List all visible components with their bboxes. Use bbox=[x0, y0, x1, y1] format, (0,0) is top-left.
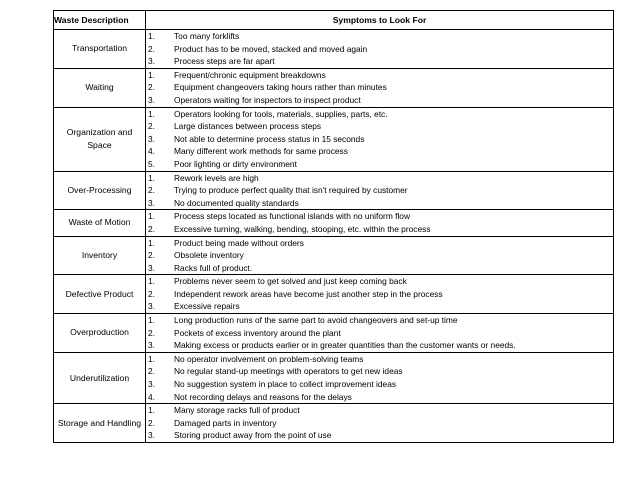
table-row bbox=[54, 404, 614, 443]
item-number: 1. bbox=[148, 69, 155, 80]
symptom-text: No suggestion system in place to collect improvement ideas bbox=[174, 379, 397, 390]
symptom-text: No documented quality standards bbox=[174, 197, 299, 208]
list-item bbox=[146, 172, 613, 185]
item-number: 2. bbox=[148, 43, 155, 54]
symptoms-cell bbox=[146, 107, 614, 171]
symptoms-cell bbox=[146, 171, 614, 210]
symptom-text: Problems never seem to get solved and just keep coming back bbox=[174, 276, 407, 287]
item-number: 1. bbox=[148, 172, 155, 183]
waste-symptoms-table bbox=[53, 10, 614, 443]
item-number: 3. bbox=[148, 379, 155, 390]
symptoms-cell bbox=[146, 275, 614, 314]
symptom-text: Independent rework areas have become just another step in the process bbox=[174, 288, 443, 299]
list-item bbox=[146, 43, 613, 56]
list-item bbox=[146, 133, 613, 146]
list-item bbox=[146, 404, 613, 417]
symptom-text: Frequent/chronic equipment breakdowns bbox=[174, 69, 326, 80]
list-item bbox=[146, 210, 613, 223]
list-item bbox=[146, 108, 613, 121]
table-row bbox=[54, 210, 614, 236]
symptom-text: No operator involvement on problem-solving teams bbox=[174, 353, 364, 364]
symptom-text: Damaged parts in inventory bbox=[174, 417, 277, 428]
item-number: 2. bbox=[148, 121, 155, 132]
item-number: 3. bbox=[148, 133, 155, 144]
waste-description-header: Waste Description bbox=[54, 11, 146, 30]
waste-category: Overproduction bbox=[54, 314, 146, 353]
table-row bbox=[54, 171, 614, 210]
table-body bbox=[54, 30, 614, 443]
symptom-text: Many different work methods for same process bbox=[174, 146, 348, 157]
symptom-list bbox=[146, 353, 613, 403]
item-number: 1. bbox=[148, 405, 155, 416]
symptoms-cell bbox=[146, 314, 614, 353]
symptom-text: Excessive turning, walking, bending, stooping, etc. within the process bbox=[174, 223, 431, 234]
item-number: 3. bbox=[148, 56, 155, 67]
list-item bbox=[146, 391, 613, 404]
list-item bbox=[146, 30, 613, 43]
table-row bbox=[54, 314, 614, 353]
symptom-text: Trying to produce perfect quality that isn't required by customer bbox=[174, 185, 408, 196]
item-number: 3. bbox=[148, 94, 155, 105]
list-item bbox=[146, 353, 613, 366]
symptoms-header: Symptoms to Look For bbox=[146, 11, 614, 30]
waste-category: Transportation bbox=[54, 30, 146, 69]
symptom-text: Product being made without orders bbox=[174, 237, 304, 248]
list-item bbox=[146, 237, 613, 250]
symptom-list bbox=[146, 69, 613, 107]
list-item bbox=[146, 69, 613, 82]
symptom-text: Obsolete inventory bbox=[174, 250, 244, 261]
symptom-list bbox=[146, 108, 613, 171]
symptom-text: Process steps are far apart bbox=[174, 56, 275, 67]
symptom-text: Many storage racks full of product bbox=[174, 405, 300, 416]
symptom-list bbox=[146, 404, 613, 442]
symptom-text: Equipment changeovers taking hours rather than minutes bbox=[174, 82, 387, 93]
waste-category: Defective Product bbox=[54, 275, 146, 314]
symptoms-cell bbox=[146, 30, 614, 69]
list-item bbox=[146, 300, 613, 313]
list-item bbox=[146, 314, 613, 327]
list-item bbox=[146, 288, 613, 301]
symptom-list bbox=[146, 237, 613, 275]
item-number: 1. bbox=[148, 211, 155, 222]
table-row bbox=[54, 352, 614, 403]
item-number: 2. bbox=[148, 366, 155, 377]
waste-category: Underutilization bbox=[54, 352, 146, 403]
symptoms-cell bbox=[146, 68, 614, 107]
item-number: 3. bbox=[148, 340, 155, 351]
symptom-list bbox=[146, 275, 613, 313]
symptom-list bbox=[146, 314, 613, 352]
item-number: 3. bbox=[148, 262, 155, 273]
header-row bbox=[54, 11, 614, 30]
symptom-text: No regular stand-up meetings with operators to get new ideas bbox=[174, 366, 403, 377]
symptom-text: Operators waiting for inspectors to inspect product bbox=[174, 94, 361, 105]
symptom-text: Rework levels are high bbox=[174, 172, 259, 183]
list-item bbox=[146, 365, 613, 378]
symptoms-cell bbox=[146, 352, 614, 403]
symptom-text: Too many forklifts bbox=[174, 31, 240, 41]
item-number: 1. bbox=[148, 315, 155, 326]
list-item bbox=[146, 429, 613, 442]
item-number: 1. bbox=[148, 237, 155, 248]
list-item bbox=[146, 223, 613, 236]
symptom-text: Pockets of excess inventory around the plant bbox=[174, 327, 341, 338]
symptom-text: Product has to be moved, stacked and moved again bbox=[174, 43, 368, 54]
item-number: 2. bbox=[148, 417, 155, 428]
item-number: 2. bbox=[148, 288, 155, 299]
waste-category: Inventory bbox=[54, 236, 146, 275]
symptom-text: Poor lighting or dirty environment bbox=[174, 158, 297, 169]
list-item bbox=[146, 120, 613, 133]
list-item bbox=[146, 262, 613, 275]
item-number: 1. bbox=[148, 276, 155, 287]
item-number: 4. bbox=[148, 146, 155, 157]
item-number: 3. bbox=[148, 430, 155, 441]
item-number: 2. bbox=[148, 223, 155, 234]
list-item bbox=[146, 339, 613, 352]
list-item bbox=[146, 94, 613, 107]
list-item bbox=[146, 184, 613, 197]
symptom-text: Storing product away from the point of use bbox=[174, 430, 332, 441]
list-item bbox=[146, 327, 613, 340]
item-number: 5. bbox=[148, 158, 155, 169]
symptom-text: Large distances between process steps bbox=[174, 121, 322, 132]
symptoms-cell bbox=[146, 210, 614, 236]
item-number: 4. bbox=[148, 391, 155, 402]
symptom-text: Excessive repairs bbox=[174, 301, 240, 312]
waste-category: Organization and Space bbox=[54, 107, 146, 171]
symptom-text: Making excess or products earlier or in greater quantities than the customer wants or needs. bbox=[174, 340, 516, 351]
item-number: 3. bbox=[148, 197, 155, 208]
list-item bbox=[146, 81, 613, 94]
symptom-list bbox=[146, 210, 613, 235]
table-row bbox=[54, 30, 614, 69]
symptom-text: Long production runs of the same part to avoid changeovers and set-up time bbox=[174, 315, 458, 326]
symptom-text: Operators looking for tools, materials, supplies, parts, etc. bbox=[174, 108, 388, 119]
item-number: 1. bbox=[148, 108, 155, 119]
list-item bbox=[146, 55, 613, 68]
item-number: 1. bbox=[148, 353, 155, 364]
item-number: 2. bbox=[148, 250, 155, 261]
list-item bbox=[146, 145, 613, 158]
item-number: 2. bbox=[148, 185, 155, 196]
list-item bbox=[146, 158, 613, 171]
symptoms-cell bbox=[146, 236, 614, 275]
symptom-list bbox=[146, 30, 613, 68]
symptom-text: Not able to determine process status in 15 seconds bbox=[174, 133, 365, 144]
waste-category: Waiting bbox=[54, 68, 146, 107]
item-number: 3. bbox=[148, 301, 155, 312]
symptom-text: Racks full of product. bbox=[174, 262, 253, 273]
symptoms-cell bbox=[146, 404, 614, 443]
table-row bbox=[54, 236, 614, 275]
item-number: 1. bbox=[148, 31, 155, 41]
list-item bbox=[146, 417, 613, 430]
table-row bbox=[54, 275, 614, 314]
table-row bbox=[54, 68, 614, 107]
item-number: 2. bbox=[148, 82, 155, 93]
table-row bbox=[54, 107, 614, 171]
item-number: 2. bbox=[148, 327, 155, 338]
symptom-text: Process steps located as functional islands with no uniform flow bbox=[174, 211, 411, 222]
symptom-list bbox=[146, 172, 613, 210]
list-item bbox=[146, 197, 613, 210]
waste-category: Storage and Handling bbox=[54, 404, 146, 443]
list-item bbox=[146, 275, 613, 288]
list-item bbox=[146, 378, 613, 391]
list-item bbox=[146, 249, 613, 262]
symptom-text: Not recording delays and reasons for the delays bbox=[174, 391, 352, 402]
waste-category: Over-Processing bbox=[54, 171, 146, 210]
waste-category: Waste of Motion bbox=[54, 210, 146, 236]
